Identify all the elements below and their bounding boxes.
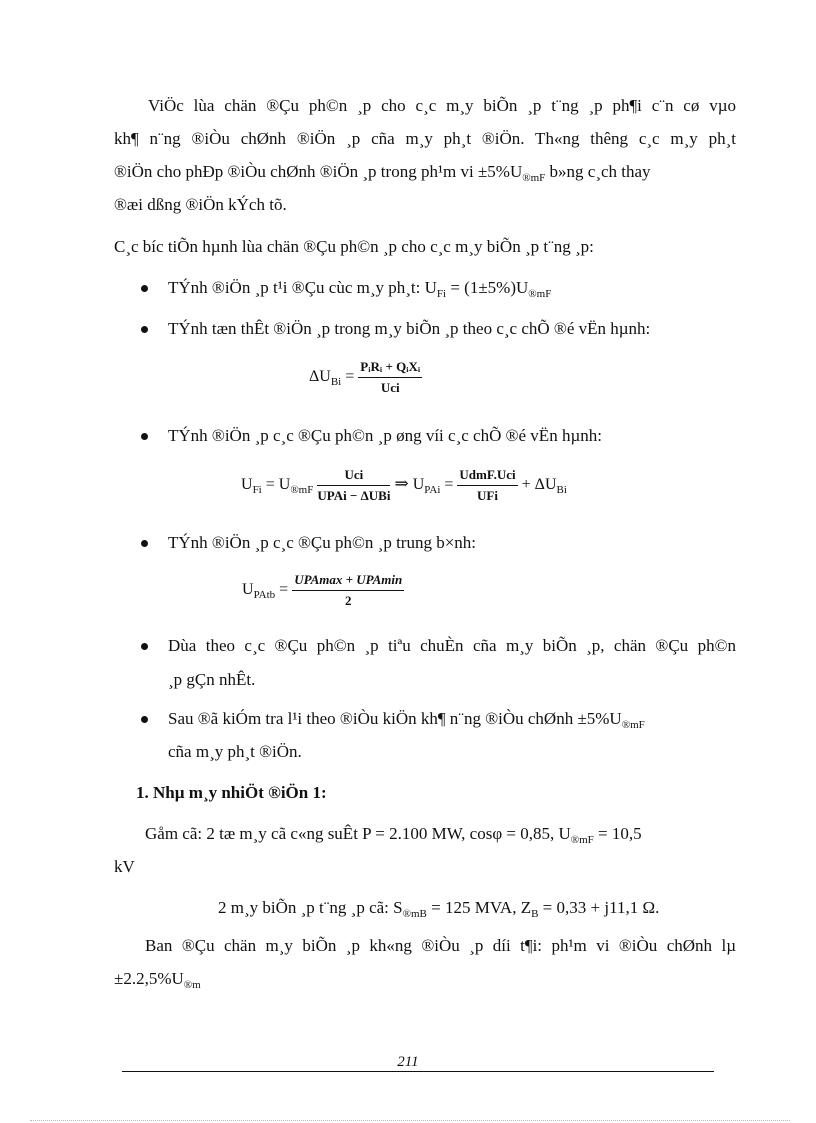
bullet2-text: TÝnh tæn thÊt ®iÖn ¸p trong m¸y biÕn ¸p theo c¸c chÕ ®é vËn hµnh: xyxy=(168,319,651,338)
para1-line2: kh¶ n¨ng ®iÒu chØnh ®iÖn ¸p cña m¸y ph¸t ®iÖn. Th«ng thêng c¸c m¸y ph¸t xyxy=(114,129,736,148)
bullet6-line2: cña m¸y ph¸t ®iÖn. xyxy=(168,742,302,761)
bullet4-text: TÝnh ®iÖn ¸p c¸c ®Çu ph©n ¸p trung b×nh: xyxy=(168,533,477,552)
formula-average-tap: $U_{PAtb}$ = $\frac{\text{UPAmax + UPAmin}}{2}$ xyxy=(242,572,403,608)
formula-tap-voltage: $U_{Fi} = U_{®mF}$ $\frac{\text{Ucі}}{\text{UPAi − ΔUBi}}$ ⇒ $U_{PAi}$ = $\frac{\text{UdmF.Ucі}}{\text{UFi}}$ + $\Delta U_{Bi}$ xyxy=(241,467,567,503)
bullet-marker xyxy=(141,326,148,333)
bullet3-text: TÝnh ®iÖn ¸p c¸c ®Çu ph©n ¸p øng víi c¸c chÕ ®é vËn hµnh: xyxy=(168,426,602,445)
bullet-marker xyxy=(141,433,148,440)
para2-line1: Gåm cã: 2 tæ m¸y cã c«ng suÊt P = 2.100 MW, cosφ = 0,85, $U_{®mF} = 10,5$ xyxy=(145,824,642,846)
page-number: 211 xyxy=(397,1054,419,1070)
bullet6-line1: Sau ®ã kiÓm tra l¹i theo ®iÒu kiÖn kh¶ n¨ng ®iÒu chØnh $\pm 5\%U_{®mF}$ xyxy=(168,709,645,731)
para2-line2: kV xyxy=(114,857,135,876)
para1-line4: ®æi dßng ®iÖn kÝch tõ. xyxy=(114,195,287,214)
bullet-marker xyxy=(141,540,148,547)
steps-intro: C¸c bíc tiÕn hµnh lùa chän ®Çu ph©n ¸p cho c¸c m¸y biÕn ¸p t¨ng ¸p: xyxy=(114,237,594,256)
bullet5-line2: ¸p gÇn nhÊt. xyxy=(168,670,256,689)
bullet5-line1: Dùa theo c¸c ®Çu ph©n ¸p tiªu chuÈn cña m¸y biÕn ¸p, chän ®Çu ph©n xyxy=(168,636,736,655)
footer-rule xyxy=(122,1071,714,1072)
para1-line3: ®iÖn cho phÐp ®iÒu chØnh ®iÖn ¸p trong ph¹m vi $\pm 5\%U_{®mF}$ b»ng c¸ch thay xyxy=(114,162,651,184)
para4-line1: Ban ®Çu chän m¸y biÕn ¸p kh«ng ®iÒu ¸p díi t¶i: ph¹m vi ®iÒu chØnh lµ xyxy=(145,936,736,955)
bullet-marker xyxy=(141,643,148,650)
section-heading: 1. Nhµ m¸y nhiÖt ®iÖn 1: xyxy=(136,783,327,802)
para3-line: 2 m¸y biÕn ¸p t¨ng ¸p cã: $S_{®mB} = 125$ MVA, $Z_B = 0,33 + j11,1$ Ω. xyxy=(218,898,660,920)
para1-line1: ViÖc lùa chän ®Çu ph©n ¸p cho c¸c m¸y biÕn ¸p t¨ng ¸p ph¶i c¨n cø vµo xyxy=(148,96,736,115)
para4-line2: $\pm 2.2,5\%U_{®m}$ xyxy=(114,969,201,991)
formula-voltage-loss: $\Delta U_{Bi}$ = $\frac{\text{PᵢRᵢ + QᵢXᵢ}}{\text{Ucі}}$ xyxy=(309,359,421,395)
bullet-marker xyxy=(141,285,148,292)
bullet1-text: TÝnh ®iÖn ¸p t¹i ®Çu cùc m¸y ph¸t: $U_{Fi} = (1\pm 5\%)U_{®mF}$ xyxy=(168,278,552,300)
page-bottom-border xyxy=(30,1120,790,1121)
bullet-marker xyxy=(141,716,148,723)
